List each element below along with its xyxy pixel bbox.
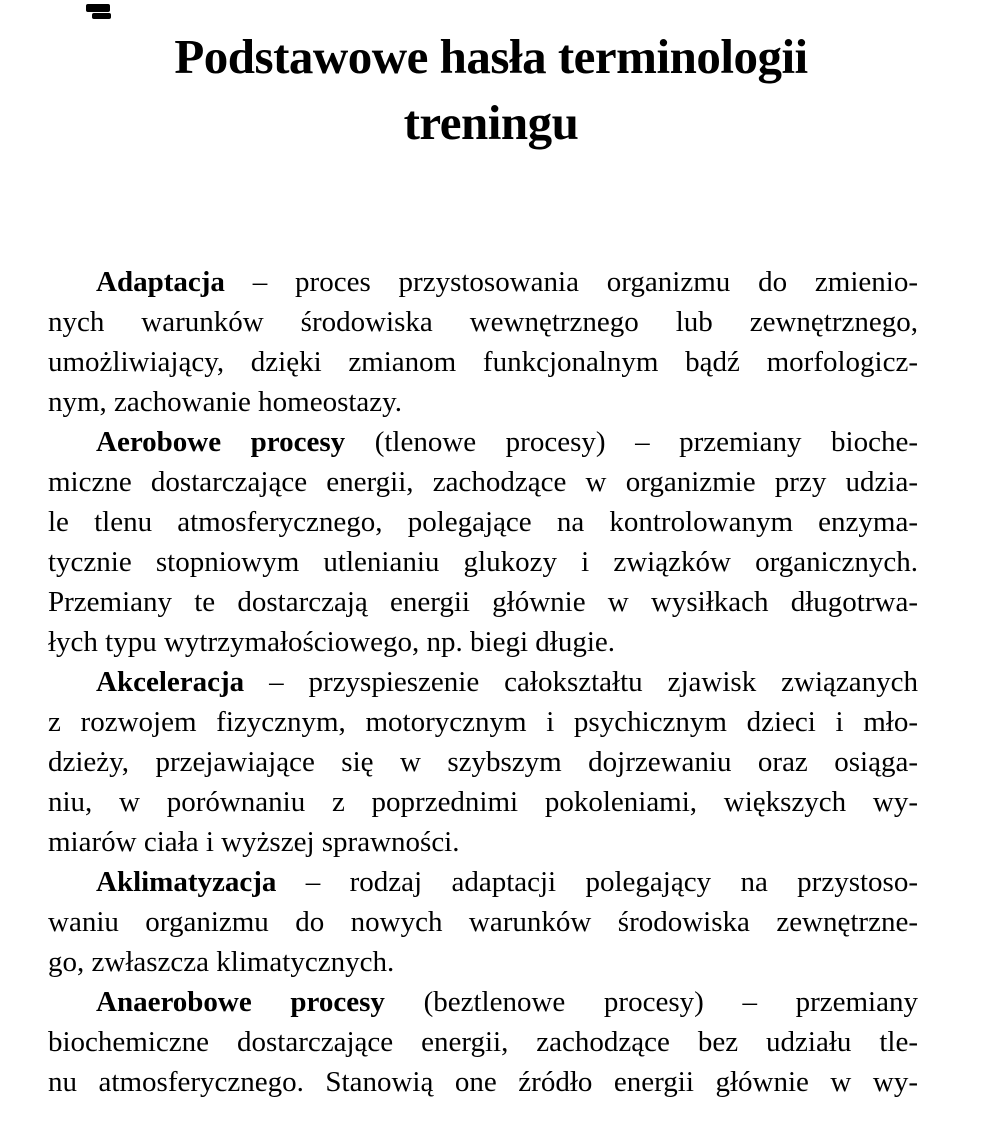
definition-text: – proces przystosowania organizmu do zmienio- [224, 266, 918, 298]
definitions-text [48, 262, 918, 1102]
text-line [48, 862, 918, 902]
page-title-line-1: Podstawowe hasła terminologii [174, 29, 808, 84]
text-line: biochemiczne dostarczające energii, zachodzące bez udziału tle- [48, 1026, 918, 1058]
term-adaptacja: Adaptacja [96, 266, 225, 298]
text-line: nych warunków środowiska wewnętrznego lub zewnętrznego, [48, 306, 918, 338]
ink-blot-bottom [92, 13, 111, 19]
definition-entry-akceleracja [48, 662, 918, 862]
text-line: le tlenu atmosferycznego, polegające na kontrolowanym enzyma- [48, 506, 918, 538]
definition-text: (tlenowe procesy) – przemiany bioche- [345, 426, 918, 458]
term-anaerobowe-procesy: Anaerobowe procesy [96, 986, 385, 1018]
definition-entry-adaptacja [48, 262, 918, 422]
text-line: łych typu wytrzymałościowego, np. biegi długie. [48, 626, 616, 658]
definition-text: – rodzaj adaptacji polegający na przystoso- [276, 866, 918, 898]
page-title-line-2: treningu [403, 95, 579, 150]
definition-entry-aerobowe-procesy [48, 422, 918, 662]
text-line: Przemiany te dostarczają energii głównie w wysiłkach długotrwa- [48, 586, 918, 618]
text-line: nu atmosferycznego. Stanowią one źródło energii głównie w wy- [48, 1066, 918, 1098]
text-line: tycznie stopniowym utlenianiu glukozy i związków organicznych. [48, 546, 918, 578]
term-aklimatyzacja: Aklimatyzacja [96, 866, 277, 898]
text-line: umożliwiający, dzięki zmianom funkcjonalnym bądź morfologicz- [48, 346, 918, 378]
text-line: miczne dostarczające energii, zachodzące w organizmie przy udzia- [48, 466, 918, 498]
text-line: dzieży, przejawiające się w szybszym dojrzewaniu oraz osiąga- [48, 746, 918, 778]
definition-entry-anaerobowe-procesy [48, 982, 918, 1102]
text-line: miarów ciała i wyższej sprawności. [48, 826, 460, 858]
page-title [0, 24, 982, 156]
definition-text: (beztlenowe procesy) – przemiany [384, 986, 918, 1018]
text-line: niu, w porównaniu z poprzednimi pokoleniami, większych wy- [48, 786, 918, 818]
ink-blot-top [86, 4, 110, 12]
text-line: nym, zachowanie homeostazy. [48, 386, 403, 418]
text-line: z rozwojem fizycznym, motorycznym i psychicznym dzieci i mło- [48, 706, 918, 738]
text-line: waniu organizmu do nowych warunków środowiska zewnętrzne- [48, 906, 918, 938]
definition-text: – przyspieszenie całokształtu zjawisk związanych [244, 666, 918, 698]
text-line [48, 982, 918, 1022]
text-line [48, 662, 918, 702]
text-line: go, zwłaszcza klimatycznych. [48, 946, 395, 978]
text-line [48, 262, 918, 302]
text-line [48, 422, 918, 462]
definition-entry-aklimatyzacja [48, 862, 918, 982]
ink-blot-artifact [86, 4, 112, 19]
term-aerobowe-procesy: Aerobowe procesy [96, 426, 346, 458]
term-akceleracja: Akceleracja [96, 666, 245, 698]
